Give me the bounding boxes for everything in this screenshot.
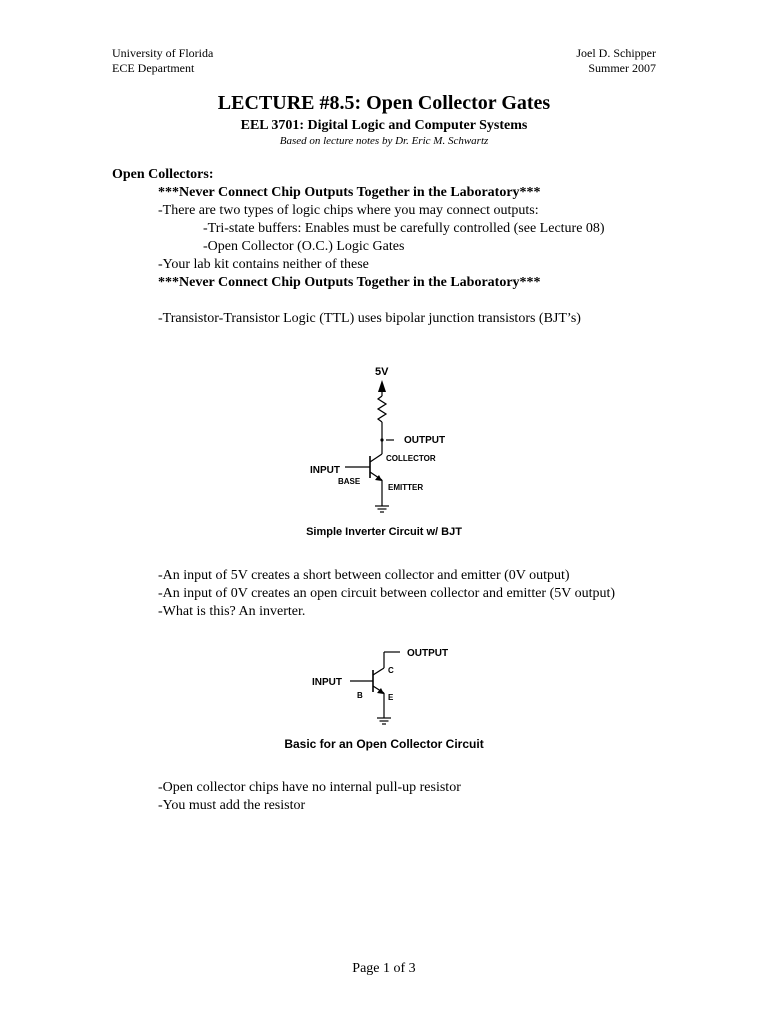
output-label: OUTPUT [407, 648, 449, 659]
page-number: Page 1 of 3 [352, 961, 416, 976]
header-right [576, 46, 656, 76]
supply-arrow-icon [378, 380, 386, 392]
body-line: -Your lab kit contains neither of these [158, 257, 369, 272]
collector-terminal-label: C [388, 666, 394, 675]
lecture-title: LECTURE #8.5: Open Collector Gates [217, 92, 551, 114]
body-subline: -Open Collector (O.C.) Logic Gates [203, 239, 405, 254]
figure2-caption: Basic for an Open Collector Circuit [284, 737, 484, 751]
emitter-label: EMITTER [388, 483, 424, 492]
header-left [112, 46, 213, 76]
body-line: -An input of 0V creates an open circuit between collector and emitter (5V output) [158, 586, 616, 601]
open-collector-circuit-diagram [300, 640, 480, 740]
body-line: -Open collector chips have no internal pull-up resistor [158, 780, 461, 795]
pull-up-resistor-icon [378, 396, 386, 422]
inverter-circuit-diagram [280, 355, 500, 530]
base-label: BASE [338, 477, 361, 486]
body-subline: -Tri-state buffers: Enables must be carefully controlled (see Lecture 08) [203, 221, 605, 236]
collector-lead [370, 454, 382, 462]
base-terminal-label: B [357, 691, 363, 700]
department-name: ECE Department [112, 61, 195, 75]
emitter-terminal-label: E [388, 693, 394, 702]
collector-lead [373, 668, 384, 675]
body-line: -An input of 5V creates a short between collector and emitter (0V output) [158, 568, 570, 583]
section-heading: Open Collectors: [112, 167, 214, 182]
body-line: -There are two types of logic chips where you may connect outputs: [158, 203, 539, 218]
body-line: -What is this? An inverter. [158, 604, 306, 619]
input-label: INPUT [310, 465, 340, 476]
body-line: -You must add the resistor [158, 798, 306, 813]
university-name: University of Florida [112, 46, 214, 60]
warning-line: ***Never Connect Chip Outputs Together in the Laboratory*** [158, 185, 541, 200]
output-node [380, 438, 383, 441]
input-label: INPUT [312, 677, 342, 688]
collector-label: COLLECTOR [386, 454, 436, 463]
supply-label: 5V [375, 366, 389, 378]
body-line: -Transistor-Transistor Logic (TTL) uses bipolar junction transistors (BJT’s) [158, 311, 581, 326]
byline: Based on lecture notes by Dr. Eric M. Schwartz [279, 135, 489, 147]
term: Summer 2007 [588, 61, 656, 75]
figure1-caption: Simple Inverter Circuit w/ BJT [306, 526, 462, 538]
warning-line: ***Never Connect Chip Outputs Together in the Laboratory*** [158, 275, 541, 290]
author-name: Joel D. Schipper [576, 46, 656, 60]
course-title: EEL 3701: Digital Logic and Computer Systems [240, 118, 528, 133]
output-label: OUTPUT [404, 435, 446, 446]
